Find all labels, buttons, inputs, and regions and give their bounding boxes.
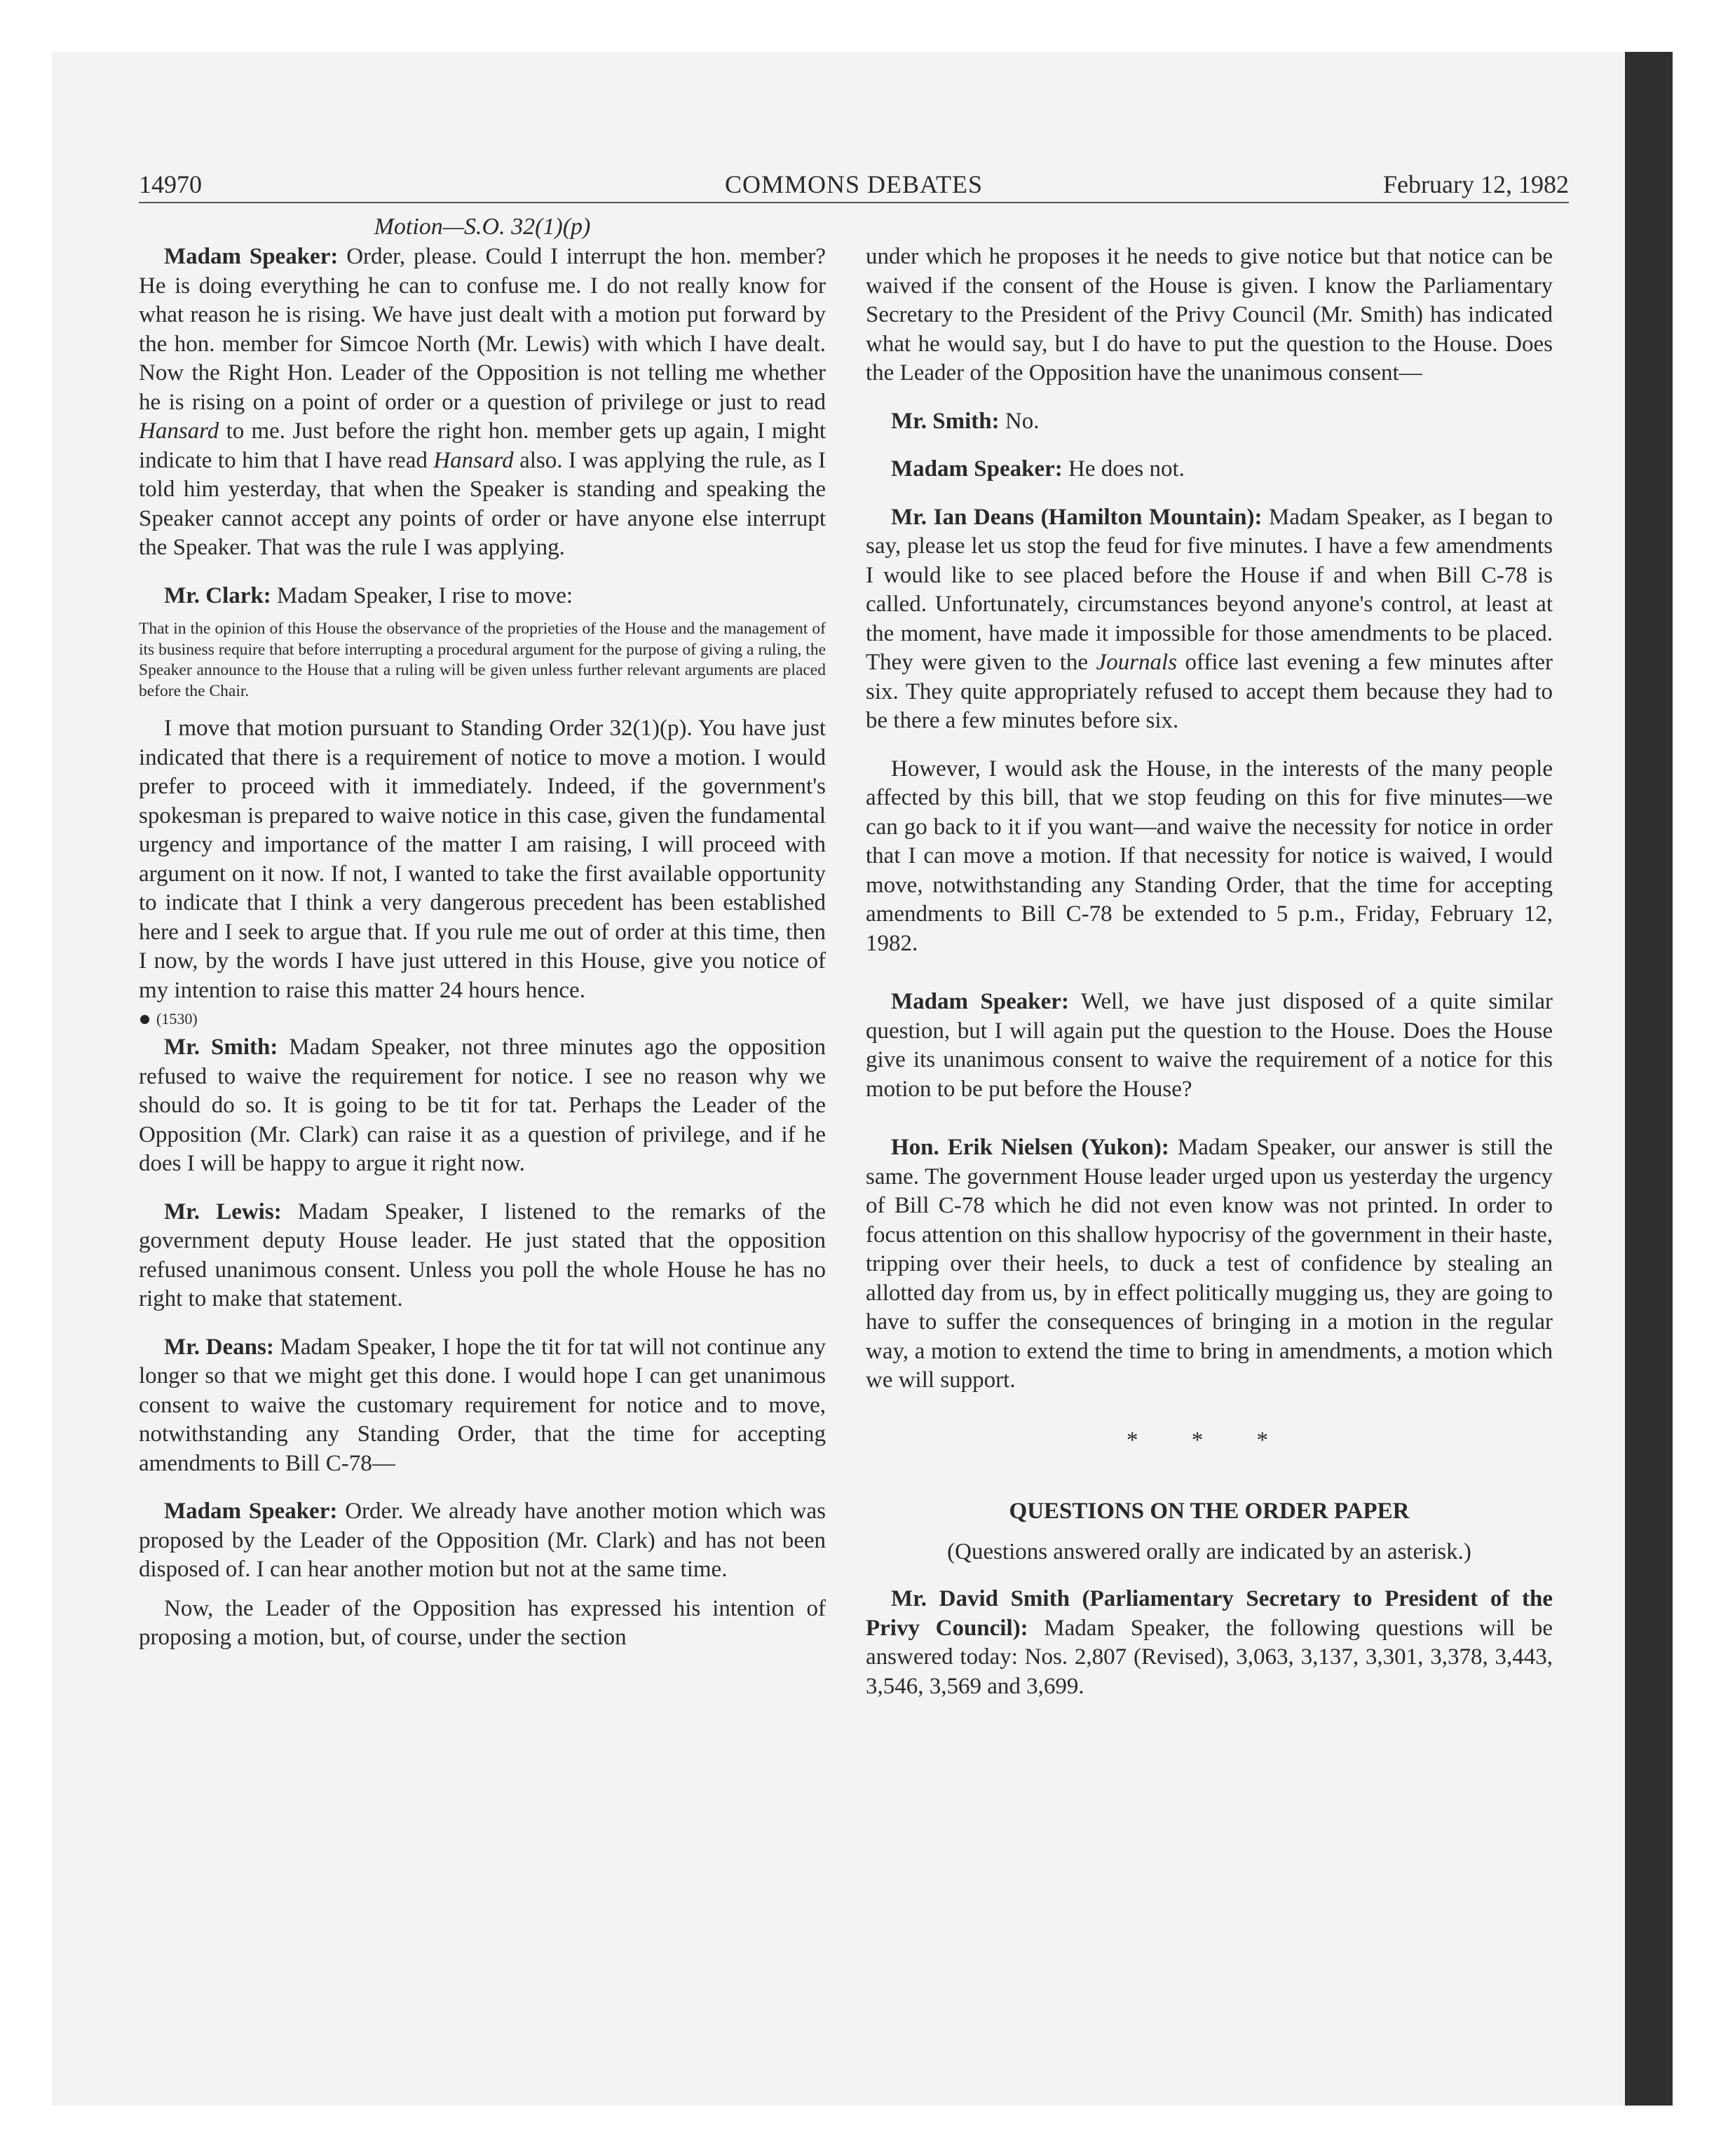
right-column [866, 212, 1553, 1701]
publication-title: COMMONS DEBATES [724, 170, 984, 198]
paragraph-erik-nielsen [866, 1133, 1553, 1396]
speech-text: office last evening a few minutes after six. They quite appropriately refused to accept them because they had to be there a few minutes before six. [866, 650, 1553, 733]
speaker-name: Madam Speaker: [164, 1499, 338, 1524]
speech-text: Well, we have just disposed of a quite similar question, but I will again put the question to the House. Does the House give its unanimous consent to waive the requirement of a notice for this motion to be put before the House? [866, 989, 1553, 1102]
section-heading: QUESTIONS ON THE ORDER PAPER [1009, 1499, 1410, 1524]
section-separator: * * * [1127, 1427, 1292, 1453]
paragraph-mr-deans [139, 1333, 826, 1479]
paragraph-madam-speaker-1 [139, 243, 826, 563]
speaker-name: Mr. Ian Deans (Hamilton Mountain): [891, 504, 1263, 530]
speaker-name: Madam Speaker: [891, 456, 1063, 482]
speech-text: Madam Speaker, I hope the tit for tat will not continue any longer so that we might get this done. I would hope I can get unanimous consent to waive the customary requirement for notice and to move, notwithstanding any Standing Order, that the time for accepting amendments to Bill C-78— [139, 1334, 826, 1476]
speech-text: to me. Just before the right hon. member gets up again, I might indicate to him that I have read [139, 418, 826, 473]
left-column [139, 212, 826, 1653]
speech-text: Madam Speaker, not three minutes ago the opposition refused to waive the requirement for notice. I see no reason why we should do so. It is going to be tit for tat. Perhaps the Leader of the Opposition (Mr. Clark) can raise it as a question of privilege, and if he does I will be happy to argue it right now. [139, 1035, 826, 1176]
italic-term: Hansard [433, 447, 514, 473]
speaker-name: Mr. Clark: [164, 582, 271, 608]
speaker-name: Mr. Deans: [164, 1334, 274, 1360]
paragraph-mr-smith-no [866, 407, 1553, 437]
speech-text: Madam Speaker, I listened to the remarks of the government deputy House leader. He just stated that the opposition refused unanimous consent. Unless you poll the whole House he has no right to make that statement. [139, 1199, 826, 1311]
speaker-name: Madam Speaker: [164, 244, 339, 269]
section-note: (Questions answered orally are indicated by an asterisk.) [947, 1538, 1471, 1564]
speech-text: No. [999, 408, 1040, 434]
paragraph-mr-clark [139, 582, 826, 611]
paragraph-david-smith [866, 1585, 1553, 1701]
timestamp-text: (1530) [156, 1010, 198, 1028]
running-header [139, 167, 1569, 203]
speech-text: Madam Speaker, our answer is still the same. The government House leader urged upon us yesterday the urgency of Bill C-78 which he did not even know was not printed. In order to focus attention on this shallow hypocrisy of the government in their haste, tripping over their heels, to duck a test of confidence by stealing an allotted day from us, by in effect politically mugging us, they are going to have to suffer the consequences of bringing in a motion in the regular way, a motion to extend the time to bring in amendments, a motion which we will support. [866, 1135, 1553, 1393]
speech-text: Order. We already have another motion which was proposed by the Leader of the Opposition (Mr. Clark) and has not been disposed of. I can hear another motion but not at the same time. [139, 1499, 826, 1582]
italic-term: Hansard [139, 418, 219, 444]
speaker-name: Mr. Smith: [891, 408, 1000, 434]
paragraph-continuation: under which he proposes it he needs to give notice but that notice can be waived if the consent of the House is given. I know the Parliamentary Secretary to the President of the Privy Council (Mr. Smith) has indicated what he would say, but I do have to put the question to the House. Does the Leader of the Opposition have the unanimous consent— [866, 244, 1553, 386]
italic-term: Journals [1096, 650, 1178, 675]
scan-binding-edge [1625, 52, 1673, 2106]
paragraph-ian-deans [866, 503, 1553, 736]
motion-quote: That in the opinion of this House the observance of the proprieties of the House and the management of its business require that before interrupting a procedural argument for the purpose of giving a ruling, the Speaker announce to the House that a ruling will be given unless further relevant arguments are placed before the Chair. [139, 620, 826, 700]
paragraph-madam-speaker-4 [866, 455, 1553, 484]
paragraph-clark-continued: I move that motion pursuant to Standing Order 32(1)(p). You have just indicated that there is a requirement of notice to move a motion. I would prefer to proceed with it immediately. Indeed, if the government's spokesman is prepared to waive notice in this case, given the fundamental urgency and importance of the matter I am raising, I will proceed with argument on it now. If not, I wanted to take the first available opportunity to indicate that I think a very dangerous precedent has been established here and I seek to argue that. If you rule me out of order at this time, then I now, by the words I have just uttered in this House, give you notice of my intention to raise this matter 24 hours hence. [139, 716, 826, 1003]
timestamp-marker [139, 1005, 826, 1033]
speech-text: He does not. [1062, 456, 1185, 482]
paragraph-madam-speaker-3: Now, the Leader of the Opposition has expressed his intention of proposing a motion, but, of course, under the section [139, 1595, 826, 1650]
paragraph-deans-continued: However, I would ask the House, in the interests of the many people affected by this bill, that we stop feuding on this for five minutes—we can go back to it if you want—and waive the necessity for notice in order that I can move a motion. If that necessity for notice is waived, I would move, notwithstanding any Standing Order, that the time for accepting amendments to Bill C-78 be extended to 5 p.m., Friday, February 12, 1982. [866, 756, 1553, 956]
bullet-dot-icon [140, 1015, 149, 1024]
speech-text: also. I was applying the rule, as I told him yesterday, that when the Speaker is standing and speaking the Speaker cannot accept any points of order or have anyone else interrupt the Speaker. That was the rule I was applying. [139, 447, 826, 560]
speaker-name: Hon. Erik Nielsen (Yukon): [891, 1135, 1169, 1160]
speech-text: Order, please. Could I interrupt the hon. member? He is doing everything he can to confuse me. I do not really know for what reason he is rising. We have just dealt with a motion put forward by the hon. member for Simcoe North (Mr. Lewis) with which I have dealt. Now the Right Hon. Leader of the Opposition is not telling me whether he is rising on a point of order or a question of privilege or just to read [139, 244, 826, 415]
paragraph-mr-lewis [139, 1198, 826, 1314]
speaker-name: Madam Speaker: [891, 989, 1069, 1014]
paragraph-madam-speaker-2 [139, 1497, 826, 1585]
speech-text: Madam Speaker, as I began to say, please let us stop the feud for five minutes. I have a few amendments I would like to see placed before the House if and when Bill C-78 is called. Unfortunately, circumstances beyond anyone's control, at least at the moment, have made it impossible for those amendments to be placed. They were given to the [866, 504, 1553, 675]
speaker-name: Mr. Smith: [164, 1035, 278, 1060]
paragraph-madam-speaker-5 [866, 988, 1553, 1104]
issue-date: February 12, 1982 [1383, 170, 1569, 198]
page-number: 14970 [139, 170, 202, 198]
speaker-name: Mr. David Smith (Parliamentary Secretary to President of the Privy Council): [866, 1586, 1553, 1641]
speaker-name: Mr. Lewis: [164, 1199, 282, 1224]
paragraph-mr-smith [139, 1033, 826, 1179]
speech-text: Madam Speaker, I rise to move: [271, 582, 573, 608]
speech-text: Madam Speaker, the following questions will be answered today: Nos. 2,807 (Revised), 3,063, 3,137, 3,301, 3,378, 3,443, 3,546, 3,569 and 3,699. [866, 1615, 1553, 1699]
motion-subheading: Motion—S.O. 32(1)(p) [374, 214, 591, 240]
